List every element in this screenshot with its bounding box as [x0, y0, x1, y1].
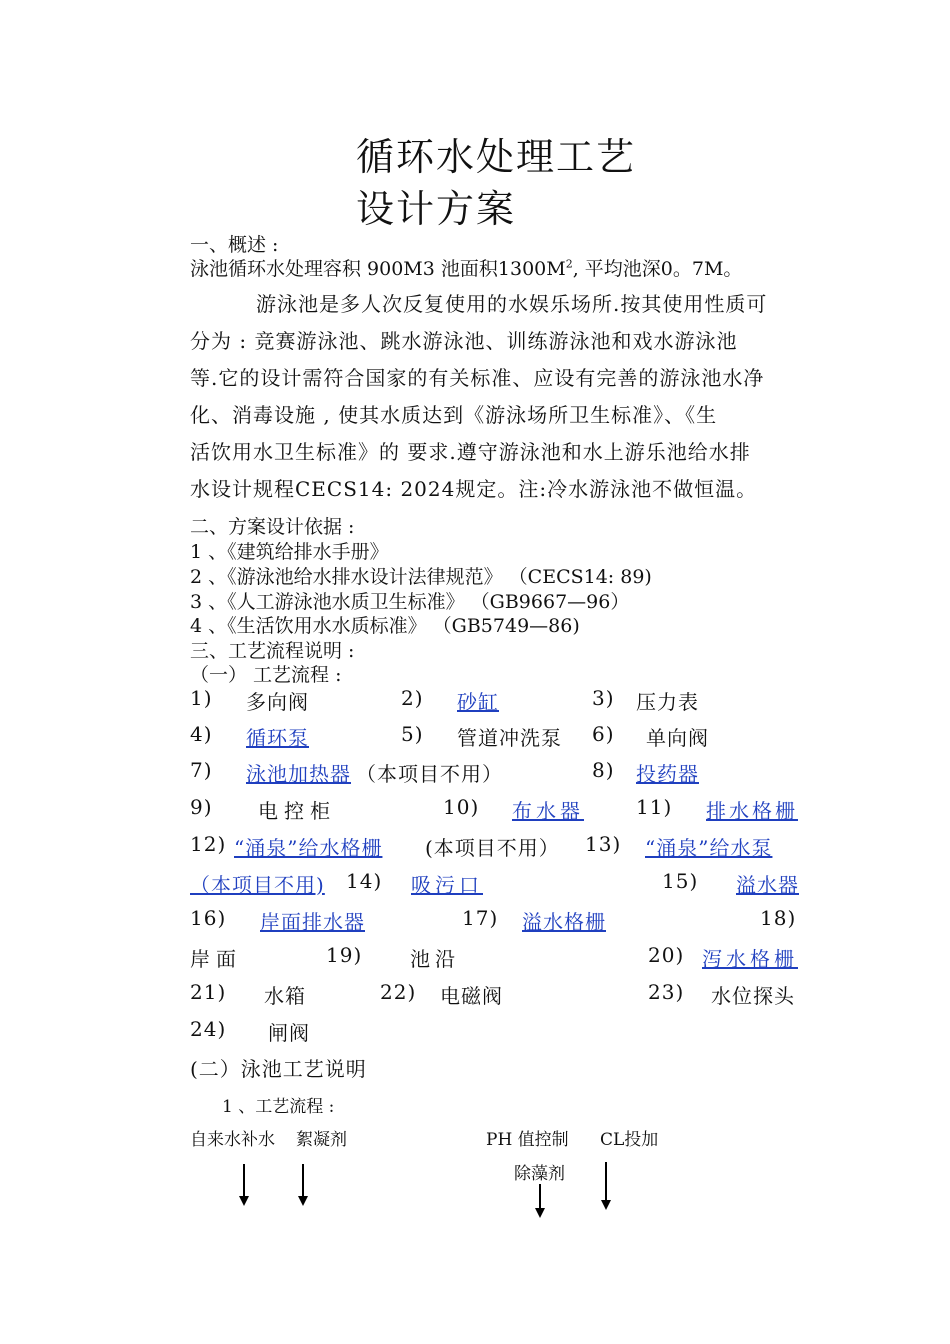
section3-heading: 三、工艺流程说明 :	[190, 640, 355, 662]
item-number: 23)	[648, 980, 685, 1004]
item-number: 17)	[462, 906, 499, 930]
para-line: 活饮用水卫生标准》的 要求.遵守游泳池和水上游乐池给水排	[190, 440, 751, 464]
basis-item: 3 、《人工游泳池水质卫生标准》 （GB9667—96）	[190, 591, 630, 613]
label-cl-dosing: CL投加	[600, 1130, 659, 1150]
basis-item: 2 、《游泳池给水排水设计法律规范》 （CECS14: 89)	[190, 566, 652, 588]
item-deck: 岸面	[190, 947, 242, 971]
item-level-probe: 水位探头	[711, 984, 795, 1008]
item-number: 22)	[380, 980, 417, 1004]
label-flocculant: 絮凝剂	[296, 1130, 347, 1150]
item-number: 1)	[190, 686, 213, 710]
item-note: （本项目不用）	[356, 762, 503, 786]
item-number: 16)	[190, 906, 227, 930]
item-note: (本项目不用）	[425, 836, 560, 860]
para-line: 分为 : 竞赛游泳池、跳水游泳池、训练游泳池和戏水游泳池	[190, 329, 738, 353]
item-number: 5)	[401, 722, 424, 746]
para-line: 水设计规程CECS14: 2024规定。注:冷水游泳池不做恒温。	[190, 477, 758, 501]
link-deck-drain[interactable]: 岸面排水器	[260, 910, 365, 934]
link-dosing-device[interactable]: 投药器	[636, 762, 699, 786]
doc-title-line1: 循环水处理工艺	[356, 135, 637, 179]
item-multiway-valve: 多向阀	[246, 690, 309, 714]
link-drain-down-grille[interactable]: 泻水格栅	[702, 947, 798, 971]
item-gate-valve: 闸阀	[268, 1021, 310, 1045]
para-line: 游泳池是多人次反复使用的水娱乐场所.按其使用性质可	[256, 292, 768, 316]
item-number: 8)	[592, 758, 615, 782]
item-number: 9)	[190, 795, 213, 819]
item-control-cabinet: 电控柜	[258, 799, 336, 823]
item-check-valve: 单向阀	[646, 726, 709, 750]
para-line: 等.它的设计需符合国家的有关标准、应设有完善的游泳池水净	[190, 366, 765, 390]
section1-heading: 一、概述 :	[190, 234, 279, 256]
item-number: 15)	[662, 869, 699, 893]
item-number: 14)	[346, 869, 383, 893]
item-number: 10)	[443, 795, 480, 819]
item-number: 12)	[190, 832, 227, 856]
doc-title-line2: 设计方案	[356, 187, 517, 231]
item-number: 4)	[190, 722, 213, 746]
link-suction-port[interactable]: 吸污口	[411, 873, 483, 897]
label-tap-water: 自来水补水	[190, 1130, 275, 1150]
process-description-heading: (二）泳池工艺说明	[190, 1057, 367, 1081]
item-number: 13)	[585, 832, 622, 856]
item-number: 18)	[760, 906, 797, 930]
item-pressure-gauge: 压力表	[636, 690, 699, 714]
link-fountain-supply-pump[interactable]: “涌泉”给水泵	[645, 836, 773, 860]
item-number: 3)	[592, 686, 615, 710]
item-number: 2)	[401, 686, 424, 710]
item-solenoid-valve: 电磁阀	[440, 984, 503, 1008]
summary-part1: 泳池循环水处理容积 900M3 池面积1300M	[190, 258, 566, 280]
link-overflow-device[interactable]: 溢水器	[736, 873, 799, 897]
summary-part2: , 平均池深0。7M。	[572, 258, 743, 280]
item-number: 11)	[636, 795, 673, 819]
link-water-distributor[interactable]: 布水器	[512, 799, 584, 823]
link-not-used-note[interactable]: （本项目不用)	[190, 873, 325, 897]
item-flush-pump: 管道冲洗泵	[457, 726, 562, 750]
link-fountain-supply-grille[interactable]: “涌泉”给水格栅	[234, 836, 383, 860]
item-number: 6)	[592, 722, 615, 746]
link-sand-filter[interactable]: 砂缸	[457, 690, 499, 714]
summary-sup: 2	[565, 257, 573, 271]
basis-item: 1 、《建筑给排水手册》	[190, 541, 389, 563]
link-pool-heater[interactable]: 泳池加热器	[246, 762, 351, 786]
item-pool-edge: 池沿	[410, 947, 460, 971]
item-number: 24)	[190, 1017, 227, 1041]
link-circulation-pump[interactable]: 循环泵	[246, 726, 309, 750]
item-water-tank: 水箱	[264, 984, 306, 1008]
label-algicide: 除藻剂	[514, 1164, 565, 1184]
para-line: 化、消毒设施 , 使其水质达到《游泳场所卫生标准》、《生	[190, 403, 718, 427]
section2-heading: 二、方案设计依据 :	[190, 516, 355, 538]
link-drain-grille[interactable]: 排水格栅	[706, 799, 798, 823]
basis-item: 4 、《生活饮用水水质标准》 （GB5749—86)	[190, 615, 580, 637]
link-overflow-grille[interactable]: 溢水格栅	[522, 910, 606, 934]
item-number: 19)	[326, 943, 363, 967]
flow-heading: 1 、工艺流程 :	[222, 1097, 335, 1117]
section1-summary	[190, 254, 742, 281]
item-number: 7)	[190, 758, 213, 782]
label-ph-control: PH 值控制	[486, 1130, 569, 1150]
item-number: 20)	[648, 943, 685, 967]
item-number: 21)	[190, 980, 227, 1004]
process-subheading: （一） 工艺流程 :	[190, 664, 342, 686]
